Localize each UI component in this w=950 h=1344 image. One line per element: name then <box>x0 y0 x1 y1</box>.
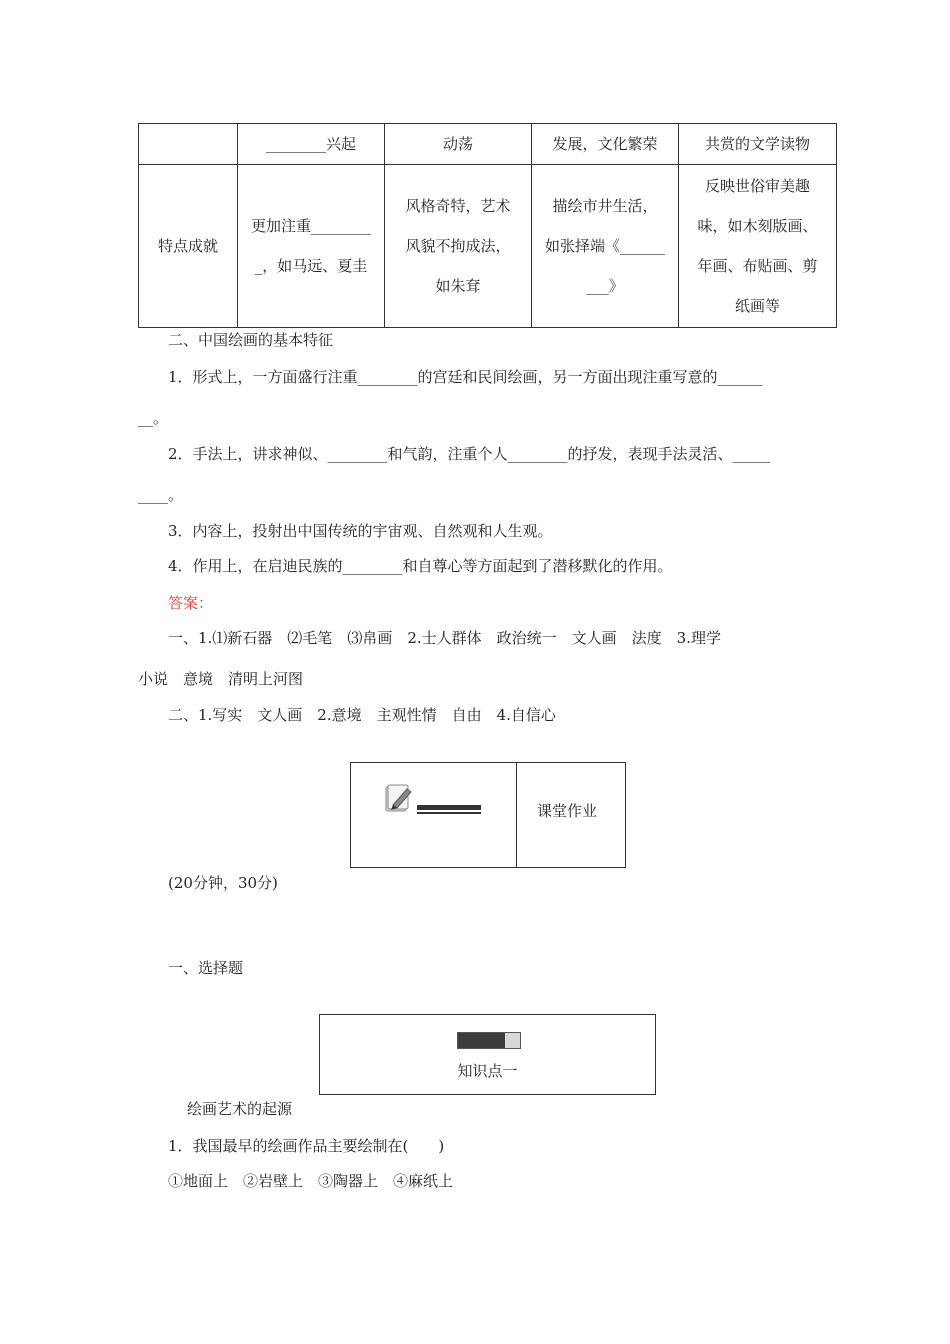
table-cell: 动荡 <box>385 124 532 165</box>
homework-label: 课堂作业 <box>537 802 598 820</box>
cell-line: 如朱耷 <box>435 277 481 295</box>
cell-line: 如张择端《______ <box>544 237 665 255</box>
section-heading: 二、中国绘画的基本特征 <box>168 331 334 349</box>
cell-line: 年画、布贴画、剪 <box>697 257 818 275</box>
question-options: ①地面上 ②岩壁上 ③陶器上 ④麻纸上 <box>168 1172 454 1190</box>
answer-label: 答案： <box>168 594 214 612</box>
knowledge-point-box <box>319 1014 656 1095</box>
table-cell <box>385 165 532 328</box>
cell-line: _，如马远、夏圭 <box>254 257 368 275</box>
paragraph: __。 <box>138 409 169 427</box>
homework-box <box>350 762 626 868</box>
paragraph: 4．作用上，在启迪民族的________和自尊心等方面起到了潜移默化的作用。 <box>168 557 673 575</box>
table-cell <box>532 165 679 328</box>
history-table <box>138 123 837 328</box>
table-cell <box>238 165 385 328</box>
heading-rule <box>417 805 481 810</box>
answer-line: 一、1.⑴新石器 ⑵毛笔 ⑶帛画 2.士人群体 政治统一 文人画 法度 3.理学 <box>168 629 721 647</box>
paragraph: ____。 <box>138 486 184 504</box>
table-cell <box>139 124 238 165</box>
cell-line: ___》 <box>586 277 624 295</box>
table-cell: 发展，文化繁荣 <box>532 124 679 165</box>
paragraph: 1．形式上，一方面盛行注重________的宫廷和民间绘画，另一方面出现注重写意的______ <box>168 368 763 386</box>
knowledge-point-label: 知识点一 <box>457 1062 518 1080</box>
table-cell: ________兴起 <box>238 124 385 165</box>
time-note: (20分钟，30分) <box>168 874 278 892</box>
cell-line: 风貌不拘成法， <box>405 237 511 255</box>
answer-line: 二、1.写实 文人画 2.意境 主观性情 自由 4.自信心 <box>168 706 556 724</box>
cell-line: 味，如木刻版画、 <box>697 217 818 235</box>
knowledge-progress-bar <box>457 1032 521 1049</box>
table-cell: 共赏的文学读物 <box>679 124 837 165</box>
topic-title: 绘画艺术的起源 <box>187 1100 293 1118</box>
paragraph: 2．手法上，讲求神似、________和气韵，注重个人________的抒发，表现手法灵活、_____ <box>168 445 771 463</box>
row-label: 特点成就 <box>139 165 238 328</box>
table-row <box>139 124 837 165</box>
progress-fill <box>458 1033 505 1048</box>
cell-line: 风格奇特，艺术 <box>405 197 511 215</box>
box-divider <box>516 763 517 867</box>
table-cell <box>679 165 837 328</box>
question: 1．我国最早的绘画作品主要绘制在( ) <box>168 1137 445 1155</box>
table-row <box>139 165 837 328</box>
section-heading: 一、选择题 <box>168 959 244 977</box>
cell-line: 更加注重________ <box>250 217 371 235</box>
paragraph: 3．内容上，投射出中国传统的宇宙观、自然观和人生观。 <box>168 522 553 540</box>
answer-line: 小说 意境 清明上河图 <box>138 670 304 688</box>
cell-line: 描绘市井生活， <box>552 197 658 215</box>
cell-line: 纸画等 <box>734 297 780 315</box>
pen-paper-icon <box>384 783 414 817</box>
cell-line: 反映世俗审美趣 <box>704 177 810 195</box>
